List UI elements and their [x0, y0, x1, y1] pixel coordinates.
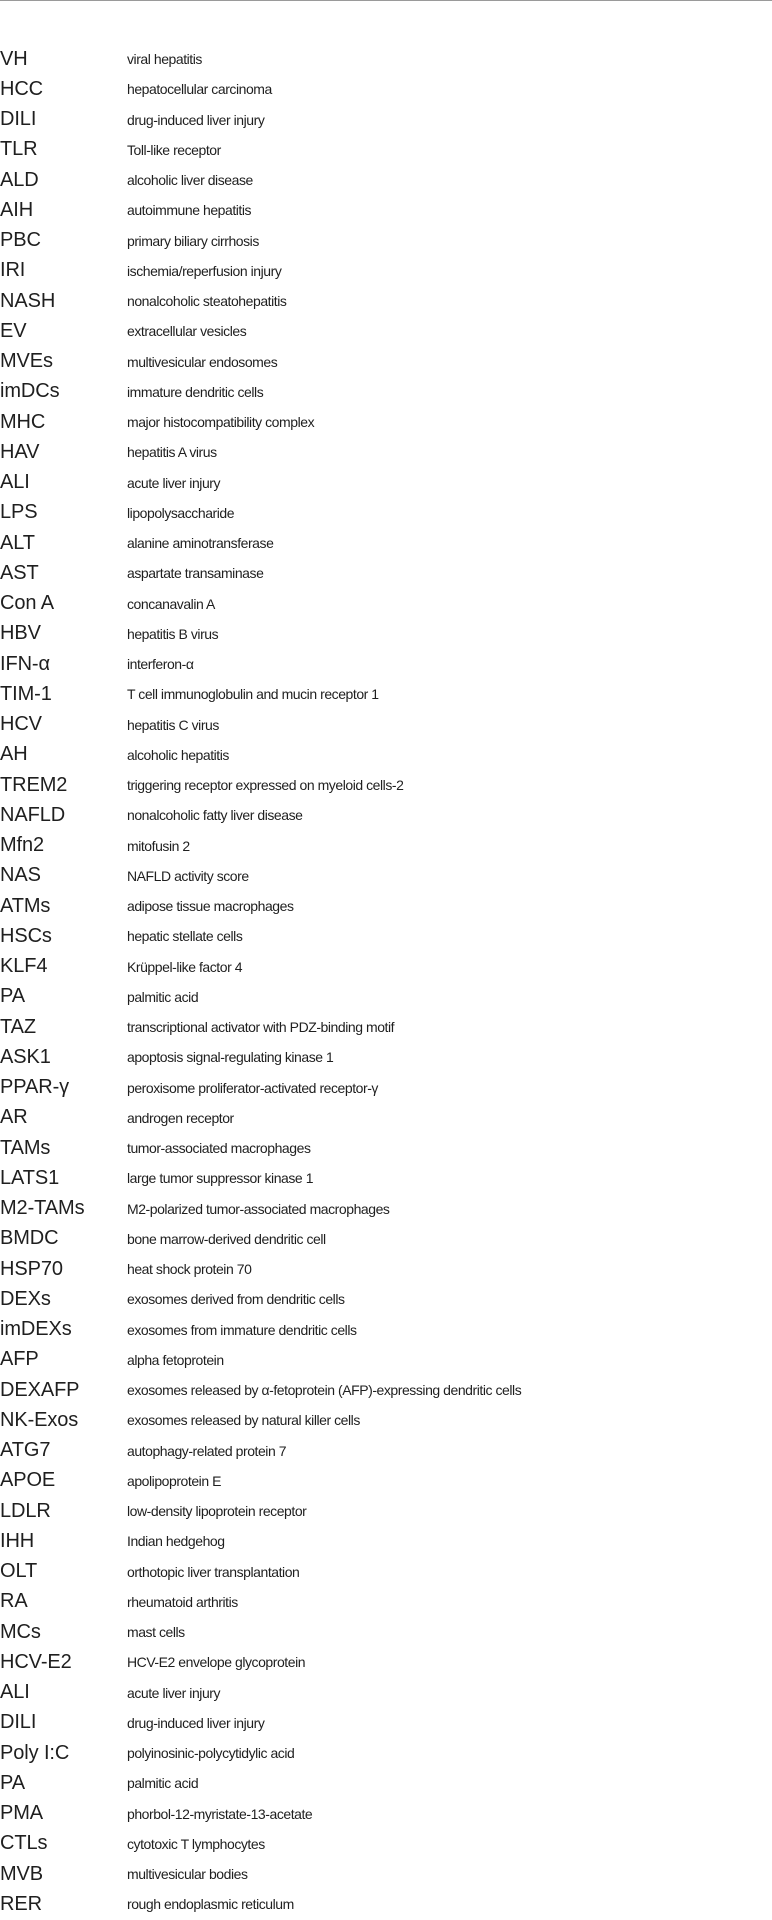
table-row [0, 226, 772, 256]
abbreviation-definition: hepatitis B virus [127, 625, 219, 642]
abbreviation-definition: mast cells [127, 1624, 185, 1641]
abbreviation-definition: low-density lipoprotein receptor [127, 1503, 307, 1520]
abbreviation-term: MVB [0, 1862, 44, 1885]
table-row [0, 105, 772, 135]
abbreviation-definition: nonalcoholic fatty liver disease [127, 807, 303, 824]
table-row [0, 770, 772, 800]
abbreviation-term: MVEs [0, 350, 53, 373]
abbreviation-definition: acute liver injury [127, 474, 221, 491]
table-row [0, 982, 772, 1012]
table-row [0, 1678, 772, 1708]
abbreviation-term: TAMs [0, 1136, 51, 1159]
table-row [0, 165, 772, 195]
abbreviation-term: MHC [0, 410, 46, 433]
table-row [0, 1042, 772, 1072]
abbreviation-term: MCs [0, 1620, 41, 1643]
table-row [0, 1647, 772, 1677]
abbreviation-definition: apolipoprotein E [127, 1472, 221, 1489]
abbreviation-definition: drug-induced liver injury [127, 1714, 265, 1731]
table-row [0, 1466, 772, 1496]
abbreviation-term: HCC [0, 77, 44, 100]
table-row [0, 286, 772, 316]
table-row [0, 1436, 772, 1466]
table-row [0, 1768, 772, 1798]
abbreviation-term: ATG7 [0, 1439, 51, 1462]
table-row [0, 528, 772, 558]
abbreviation-definition: phorbol-12-myristate-13-acetate [127, 1805, 313, 1822]
table-row [0, 1738, 772, 1768]
abbreviation-definition: Krüppel-like factor 4 [127, 958, 243, 975]
abbreviation-term: LATS1 [0, 1166, 60, 1189]
table-row [0, 377, 772, 407]
abbreviation-definition: primary biliary cirrhosis [127, 232, 259, 249]
abbreviation-term: PMA [0, 1802, 44, 1825]
table-row [0, 1587, 772, 1617]
abbreviation-term: DEXAFP [0, 1378, 80, 1401]
abbreviation-definition: peroxisome proliferator-activated receptor-γ [127, 1079, 378, 1096]
abbreviation-definition: major histocompatibility complex [127, 414, 315, 431]
abbreviation-definition: apoptosis signal-regulating kinase 1 [127, 1049, 334, 1066]
abbreviation-definition: exosomes released by α-fetoprotein (AFP)-expressing dendritic cells [127, 1382, 522, 1399]
abbreviation-term: ASK1 [0, 1045, 51, 1068]
table-row [0, 1405, 772, 1435]
abbreviation-definition: triggering receptor expressed on myeloid cells-2 [127, 777, 404, 794]
abbreviation-term: PPAR-γ [0, 1076, 70, 1099]
abbreviation-definition: rough endoplasmic reticulum [127, 1896, 294, 1913]
table-row [0, 1526, 772, 1556]
abbreviation-term: PBC [0, 229, 41, 252]
abbreviation-definition: ischemia/reperfusion injury [127, 262, 282, 279]
abbreviation-term: imDCs [0, 380, 60, 403]
table-row [0, 44, 772, 74]
abbreviation-term: TIM-1 [0, 682, 52, 705]
abbreviation-term: ALI [0, 1681, 30, 1704]
abbreviation-term: HCV-E2 [0, 1650, 72, 1673]
abbreviations-table [0, 44, 772, 1920]
abbreviation-term: AST [0, 561, 39, 584]
abbreviation-definition: transcriptional activator with PDZ-binding motif [127, 1019, 395, 1036]
abbreviation-definition: hepatocellular carcinoma [127, 81, 272, 98]
abbreviation-term: AIH [0, 198, 34, 221]
abbreviation-term: HCV [0, 713, 42, 736]
table-row [0, 831, 772, 861]
abbreviation-definition: autophagy-related protein 7 [127, 1442, 287, 1459]
abbreviation-term: M2-TAMs [0, 1197, 85, 1220]
abbreviation-definition: exosomes derived from dendritic cells [127, 1291, 345, 1308]
abbreviation-definition: exosomes from immature dendritic cells [127, 1321, 357, 1338]
table-row [0, 1254, 772, 1284]
abbreviation-definition: Indian hedgehog [127, 1533, 225, 1550]
abbreviation-term: NASH [0, 289, 56, 312]
table-row [0, 1799, 772, 1829]
table-row [0, 800, 772, 830]
abbreviation-definition: Toll-like receptor [127, 141, 221, 158]
abbreviation-term: DILI [0, 108, 37, 131]
abbreviation-definition: rheumatoid arthritis [127, 1593, 238, 1610]
abbreviation-definition: heat shock protein 70 [127, 1261, 252, 1278]
abbreviation-definition: mitofusin 2 [127, 837, 190, 854]
table-row [0, 1133, 772, 1163]
table-row [0, 1103, 772, 1133]
table-row [0, 468, 772, 498]
table-row [0, 891, 772, 921]
table-row [0, 1375, 772, 1405]
abbreviation-term: BMDC [0, 1227, 59, 1250]
abbreviation-definition: hepatitis A virus [127, 444, 217, 461]
abbreviation-definition: NAFLD activity score [127, 867, 249, 884]
table-row [0, 1496, 772, 1526]
abbreviation-definition: M2-polarized tumor-associated macrophages [127, 1200, 390, 1217]
abbreviation-definition: concanavalin A [127, 595, 215, 612]
abbreviation-term: AR [0, 1106, 28, 1129]
abbreviation-definition: hepatitis C virus [127, 716, 219, 733]
table-row [0, 589, 772, 619]
abbreviation-definition: immature dendritic cells [127, 383, 264, 400]
table-row [0, 316, 772, 346]
table-row [0, 437, 772, 467]
abbreviation-term: AFP [0, 1348, 39, 1371]
abbreviation-term: AH [0, 743, 28, 766]
table-row [0, 649, 772, 679]
abbreviation-definition: aspartate transaminase [127, 565, 264, 582]
abbreviation-term: NK-Exos [0, 1408, 79, 1431]
abbreviation-definition: large tumor suppressor kinase 1 [127, 1170, 314, 1187]
table-row [0, 619, 772, 649]
abbreviation-definition: tumor-associated macrophages [127, 1140, 311, 1157]
table-row [0, 1073, 772, 1103]
table-row [0, 347, 772, 377]
abbreviation-term: RER [0, 1892, 42, 1915]
abbreviation-term: IFN-α [0, 652, 50, 675]
table-row [0, 1889, 772, 1919]
table-row [0, 679, 772, 709]
abbreviation-term: ALI [0, 471, 30, 494]
table-row [0, 256, 772, 286]
abbreviation-term: Poly I:C [0, 1741, 70, 1764]
table-top-rule [0, 0, 772, 1]
abbreviation-term: RA [0, 1590, 28, 1613]
table-row [0, 74, 772, 104]
table-row [0, 861, 772, 891]
table-row [0, 710, 772, 740]
abbreviation-term: CTLs [0, 1832, 48, 1855]
abbreviation-term: DILI [0, 1711, 37, 1734]
abbreviation-definition: orthotopic liver transplantation [127, 1563, 300, 1580]
abbreviation-term: NAFLD [0, 803, 66, 826]
table-row [0, 1345, 772, 1375]
abbreviation-term: imDEXs [0, 1318, 72, 1341]
abbreviation-definition: viral hepatitis [127, 51, 202, 68]
abbreviation-definition: nonalcoholic steatohepatitis [127, 293, 287, 310]
abbreviation-definition: drug-induced liver injury [127, 111, 265, 128]
table-row [0, 558, 772, 588]
abbreviation-term: TAZ [0, 1015, 36, 1038]
table-row [0, 1284, 772, 1314]
table-row [0, 1617, 772, 1647]
abbreviation-definition: cytotoxic T lymphocytes [127, 1835, 265, 1852]
abbreviation-definition: exosomes released by natural killer cells [127, 1412, 360, 1429]
abbreviation-definition: HCV-E2 envelope glycoprotein [127, 1654, 306, 1671]
abbreviation-term: Con A [0, 592, 54, 615]
table-row [0, 740, 772, 770]
abbreviation-definition: interferon-α [127, 656, 194, 673]
abbreviation-definition: acute liver injury [127, 1684, 221, 1701]
abbreviation-definition: alcoholic liver disease [127, 172, 253, 189]
abbreviation-term: NAS [0, 864, 41, 887]
abbreviation-definition: palmitic acid [127, 1775, 199, 1792]
abbreviation-term: HBV [0, 622, 41, 645]
abbreviation-term: DEXs [0, 1287, 51, 1310]
abbreviation-term: ATMs [0, 894, 51, 917]
table-row [0, 135, 772, 165]
abbreviation-definition: autoimmune hepatitis [127, 202, 252, 219]
table-row [0, 195, 772, 225]
abbreviation-definition: multivesicular bodies [127, 1866, 248, 1883]
abbreviation-term: LDLR [0, 1499, 51, 1522]
table-row [0, 1315, 772, 1345]
abbreviation-definition: extracellular vesicles [127, 323, 247, 340]
abbreviation-term: Mfn2 [0, 834, 45, 857]
abbreviation-term: VH [0, 47, 28, 70]
abbreviation-definition: adipose tissue macrophages [127, 898, 294, 915]
table-row [0, 1859, 772, 1889]
abbreviation-term: PA [0, 985, 25, 1008]
abbreviation-definition: T cell immunoglobulin and mucin receptor 1 [127, 686, 379, 703]
abbreviation-term: HAV [0, 440, 40, 463]
abbreviation-definition: alpha fetoprotein [127, 1351, 224, 1368]
abbreviation-term: OLT [0, 1560, 38, 1583]
abbreviation-term: ALD [0, 168, 39, 191]
abbreviation-term: HSP70 [0, 1257, 63, 1280]
table-row [0, 407, 772, 437]
abbreviation-definition: polyinosinic-polycytidylic acid [127, 1745, 295, 1762]
abbreviation-definition: alanine aminotransferase [127, 535, 274, 552]
abbreviation-definition: palmitic acid [127, 988, 199, 1005]
abbreviation-definition: lipopolysaccharide [127, 504, 235, 521]
abbreviation-definition: androgen receptor [127, 1109, 234, 1126]
table-row [0, 921, 772, 951]
table-row [0, 952, 772, 982]
table-row [0, 1829, 772, 1859]
abbreviation-term: KLF4 [0, 955, 48, 978]
abbreviation-definition: hepatic stellate cells [127, 928, 243, 945]
table-row [0, 498, 772, 528]
table-row [0, 1708, 772, 1738]
abbreviation-term: APOE [0, 1469, 56, 1492]
abbreviation-term: TREM2 [0, 773, 68, 796]
table-row [0, 1163, 772, 1193]
abbreviation-term: IRI [0, 259, 26, 282]
abbreviation-term: EV [0, 319, 27, 342]
abbreviation-term: TLR [0, 138, 38, 161]
table-row [0, 1557, 772, 1587]
abbreviation-term: ALT [0, 531, 35, 554]
table-row [0, 1194, 772, 1224]
abbreviation-term: LPS [0, 501, 38, 524]
abbreviation-definition: bone marrow-derived dendritic cell [127, 1230, 326, 1247]
abbreviation-term: PA [0, 1771, 25, 1794]
table-row [0, 1224, 772, 1254]
table-row [0, 1012, 772, 1042]
abbreviation-definition: alcoholic hepatitis [127, 746, 229, 763]
abbreviation-term: IHH [0, 1529, 35, 1552]
abbreviation-definition: multivesicular endosomes [127, 353, 278, 370]
abbreviation-term: HSCs [0, 924, 52, 947]
